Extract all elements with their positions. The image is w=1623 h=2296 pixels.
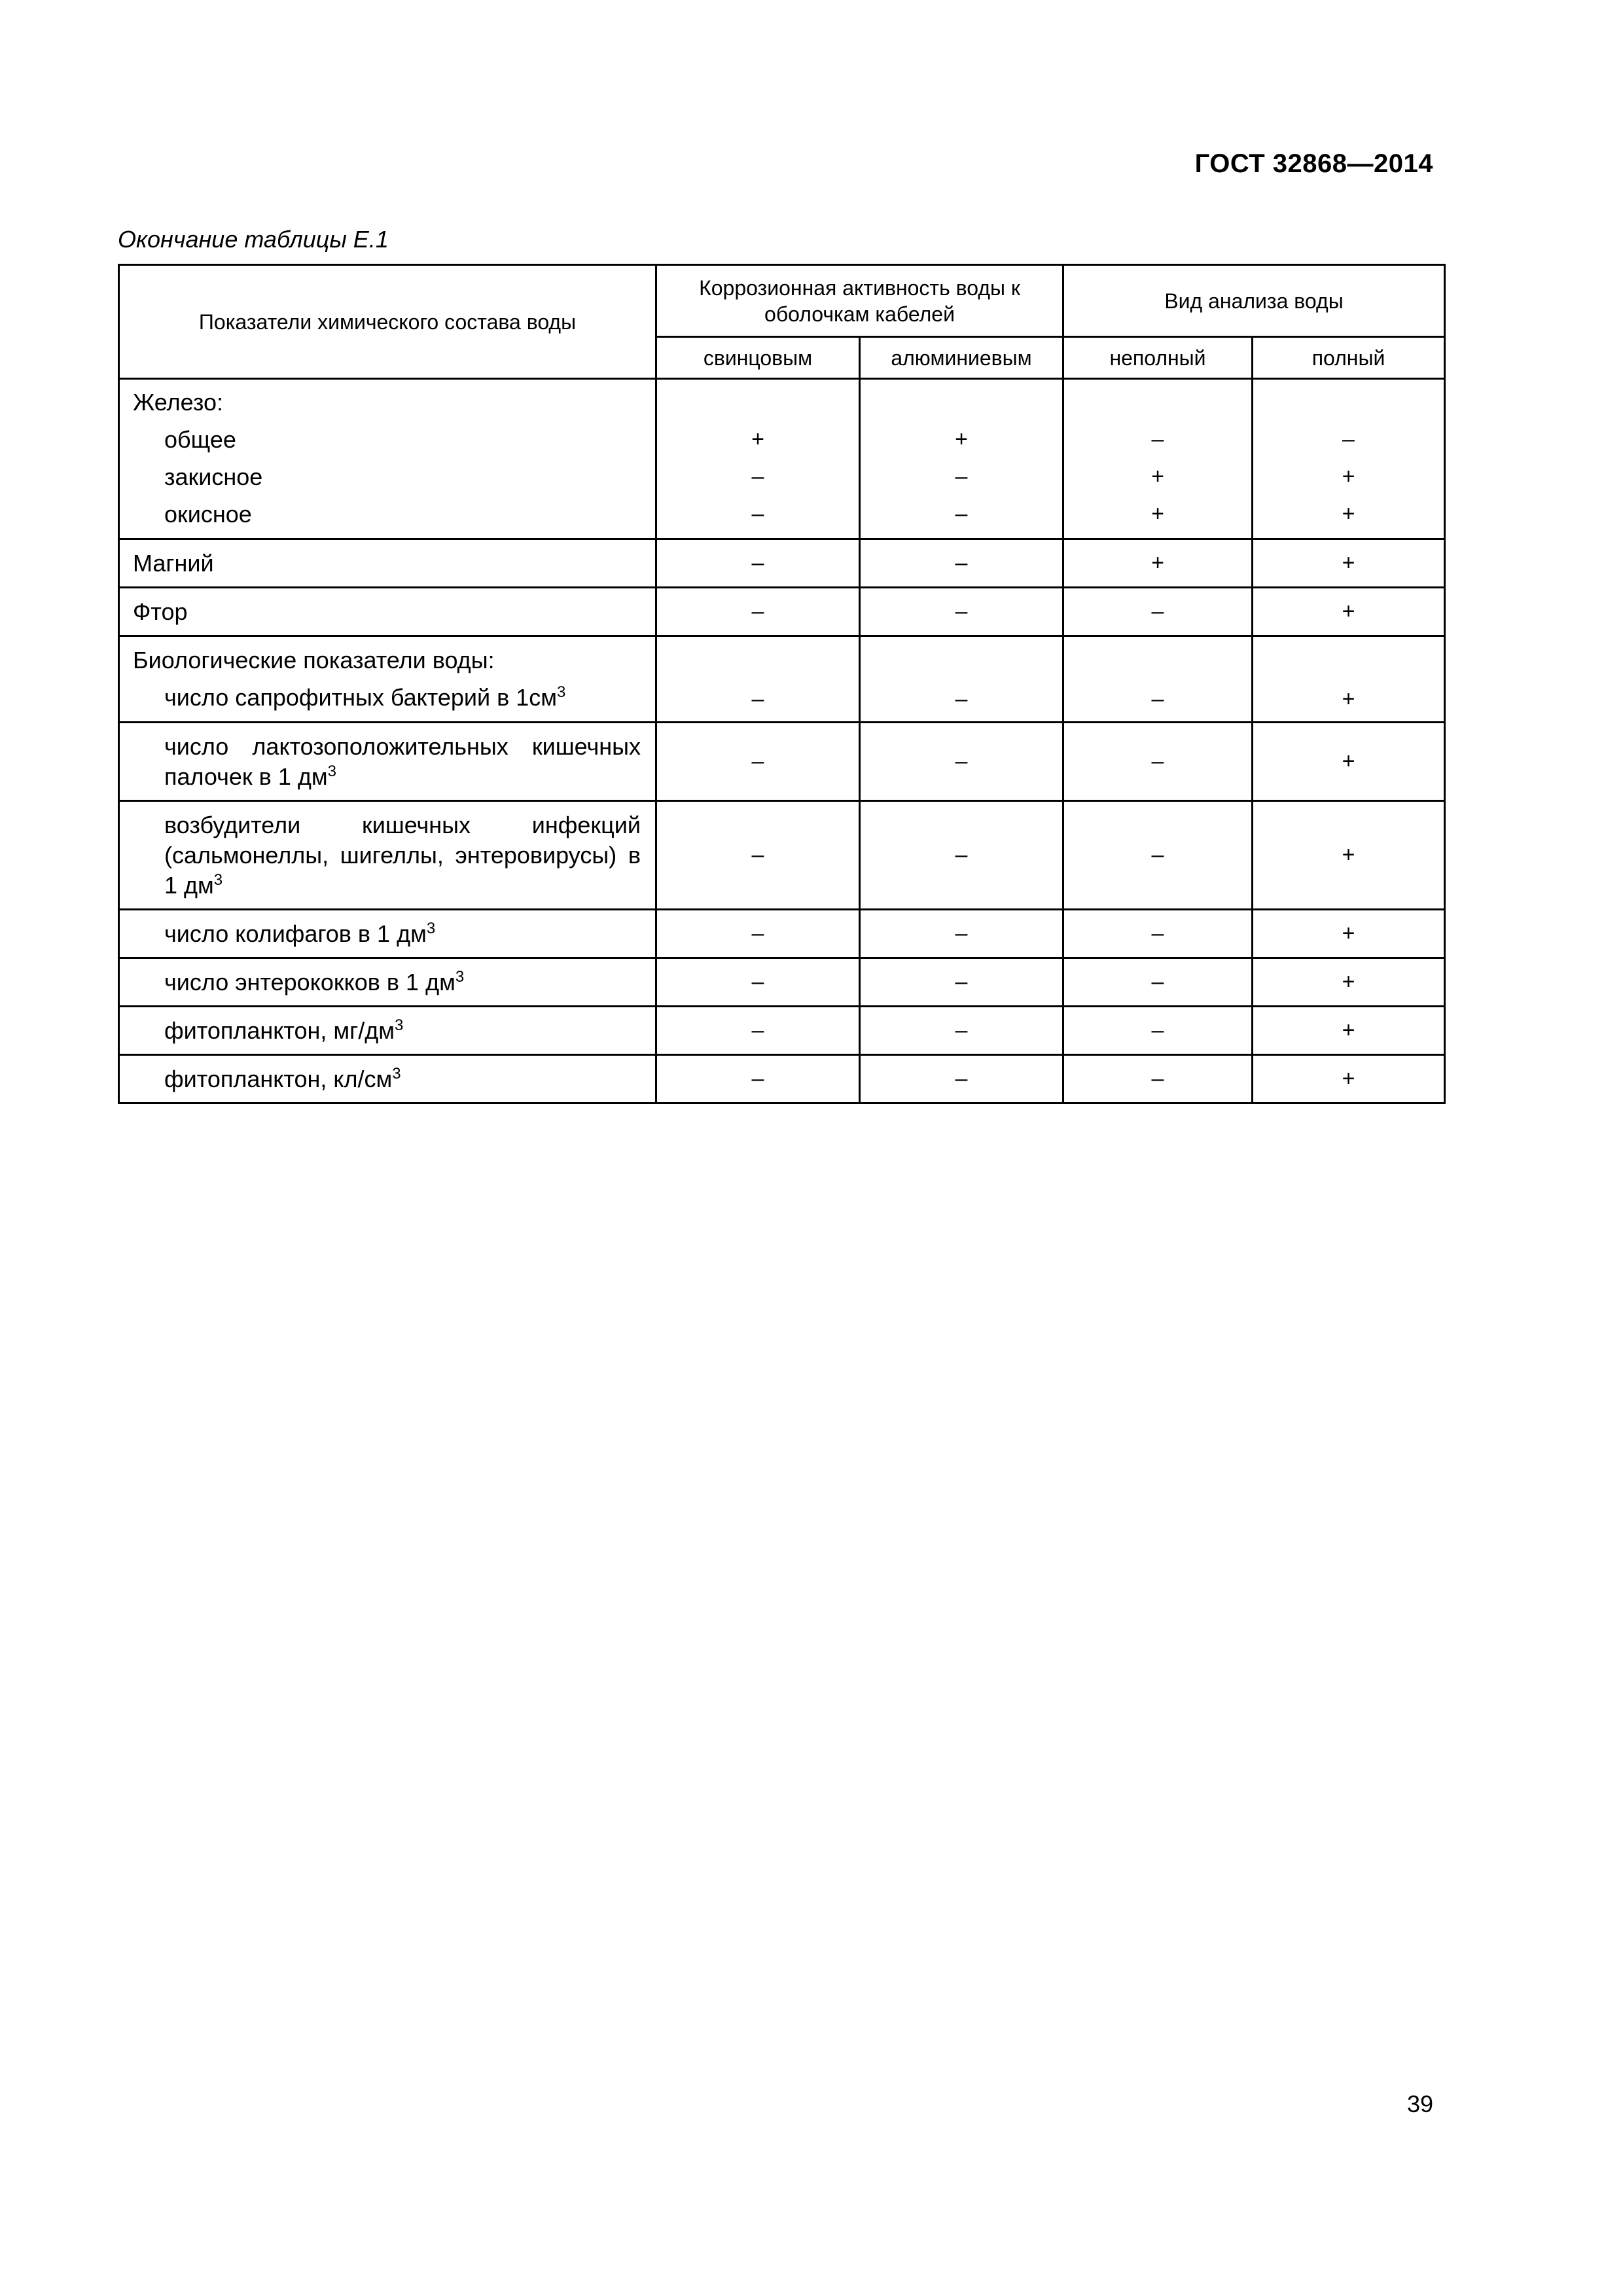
cell-value: + (1253, 723, 1445, 801)
cell-value: – (1063, 910, 1253, 958)
table-row-pathogens (119, 801, 1445, 910)
cell-value: + (1151, 464, 1164, 489)
cell-value: + (1253, 1007, 1445, 1055)
iron-partial-values (1063, 379, 1253, 539)
phytoplankton-cl-label: фитопланктон, $кл/см^3$ (119, 1055, 656, 1103)
cell-value: – (860, 910, 1063, 958)
cell-value: + (1253, 539, 1445, 588)
cell-value: – (656, 1007, 860, 1055)
cell-value: – (860, 801, 1063, 910)
cell-value: + (1253, 801, 1445, 910)
cell-value: – (860, 723, 1063, 801)
biological-title: Биологические показатели воды: (133, 646, 495, 673)
pathogens-label: возбудители кишечных инфекций (сальмонеллы, шигеллы, энтеровирусы) в 1 $дм^3$ (119, 801, 656, 910)
document-code: ГОСТ 32868—2014 (1194, 149, 1433, 178)
table-row-phytoplankton-mg (119, 1007, 1445, 1055)
subheader-aluminum: алюминиевым (860, 337, 1063, 379)
coliphages-label: число колифагов в 1 $дм^3$ (119, 910, 656, 958)
cell-value: + (1253, 958, 1445, 1007)
cell-value: – (656, 636, 860, 723)
cell-value: + (1253, 588, 1445, 636)
table-header-row (119, 265, 1445, 337)
cell-value: – (1063, 1055, 1253, 1103)
table-row-biological (119, 636, 1445, 723)
saprophytic-bacteria-label: число сапрофитных бактерий в $1см^3$ (164, 683, 566, 711)
water-indicators-table (118, 264, 1446, 1104)
page-number: 39 (1406, 2090, 1433, 2117)
cell-value: – (955, 501, 968, 526)
cell-value: – (1063, 1007, 1253, 1055)
biological-labels (119, 636, 656, 723)
header-corrosion-activity: Коррозионная активность воды к оболочкам кабелей (656, 265, 1063, 337)
subheader-lead: свинцовым (656, 337, 860, 379)
cell-value: – (860, 588, 1063, 636)
cell-value: – (751, 464, 764, 489)
iron-ferrous-label: закисное (164, 463, 263, 490)
header-analysis-type: Вид анализа воды (1063, 265, 1445, 337)
iron-total-label: общее (164, 426, 236, 453)
cell-value: – (860, 539, 1063, 588)
cell-value: + (1342, 464, 1355, 489)
cell-value: – (656, 723, 860, 801)
table-caption: Окончание таблицы Е.1 (118, 226, 389, 253)
cell-value: + (1253, 636, 1445, 723)
table-row-enterococci (119, 958, 1445, 1007)
cell-value: + (1253, 910, 1445, 958)
cell-value: – (1151, 427, 1164, 452)
cell-value: – (860, 1007, 1063, 1055)
cell-value: – (1063, 801, 1253, 910)
fluorine-label: Фтор (119, 588, 656, 636)
header-indicators: Показатели химического состава воды (119, 265, 656, 379)
enterococci-label: число энтерококков в 1 $дм^3$ (119, 958, 656, 1007)
cell-value: – (1063, 958, 1253, 1007)
table-row-lacto (119, 723, 1445, 801)
table-row-coliphages (119, 910, 1445, 958)
table-row-fluorine (119, 588, 1445, 636)
iron-labels (119, 379, 656, 539)
cell-value: – (656, 910, 860, 958)
cell-value: – (1063, 723, 1253, 801)
cell-value: – (656, 801, 860, 910)
table-row-phytoplankton-cl (119, 1055, 1445, 1103)
cell-value: – (656, 588, 860, 636)
cell-value: – (860, 1055, 1063, 1103)
cell-value: + (1151, 501, 1164, 526)
cell-value: + (1063, 539, 1253, 588)
table-row-iron (119, 379, 1445, 539)
iron-aluminum-values (860, 379, 1063, 539)
cell-value: – (751, 501, 764, 526)
cell-value: + (751, 427, 764, 452)
iron-full-values (1253, 379, 1445, 539)
phytoplankton-mg-label: фитопланктон, $мг/дм^3$ (119, 1007, 656, 1055)
cell-value: – (656, 539, 860, 588)
lacto-label: число лактозоположительных кишечных палочек в 1 $дм^3$ (119, 723, 656, 801)
cell-value: – (955, 464, 968, 489)
cell-value: + (1342, 501, 1355, 526)
cell-value: – (656, 1055, 860, 1103)
cell-value: – (656, 958, 860, 1007)
iron-lead-values (656, 379, 860, 539)
iron-title: Железо: (133, 389, 223, 416)
cell-value: – (1063, 588, 1253, 636)
subheader-partial: неполный (1063, 337, 1253, 379)
cell-value: – (860, 958, 1063, 1007)
table-row-magnesium (119, 539, 1445, 588)
cell-value: – (1342, 427, 1355, 452)
cell-value: + (955, 427, 968, 452)
cell-value: – (1063, 636, 1253, 723)
cell-value: – (860, 636, 1063, 723)
cell-value: + (1253, 1055, 1445, 1103)
subheader-full: полный (1253, 337, 1445, 379)
magnesium-label: Магний (119, 539, 656, 588)
iron-ferric-label: окисное (164, 501, 252, 528)
